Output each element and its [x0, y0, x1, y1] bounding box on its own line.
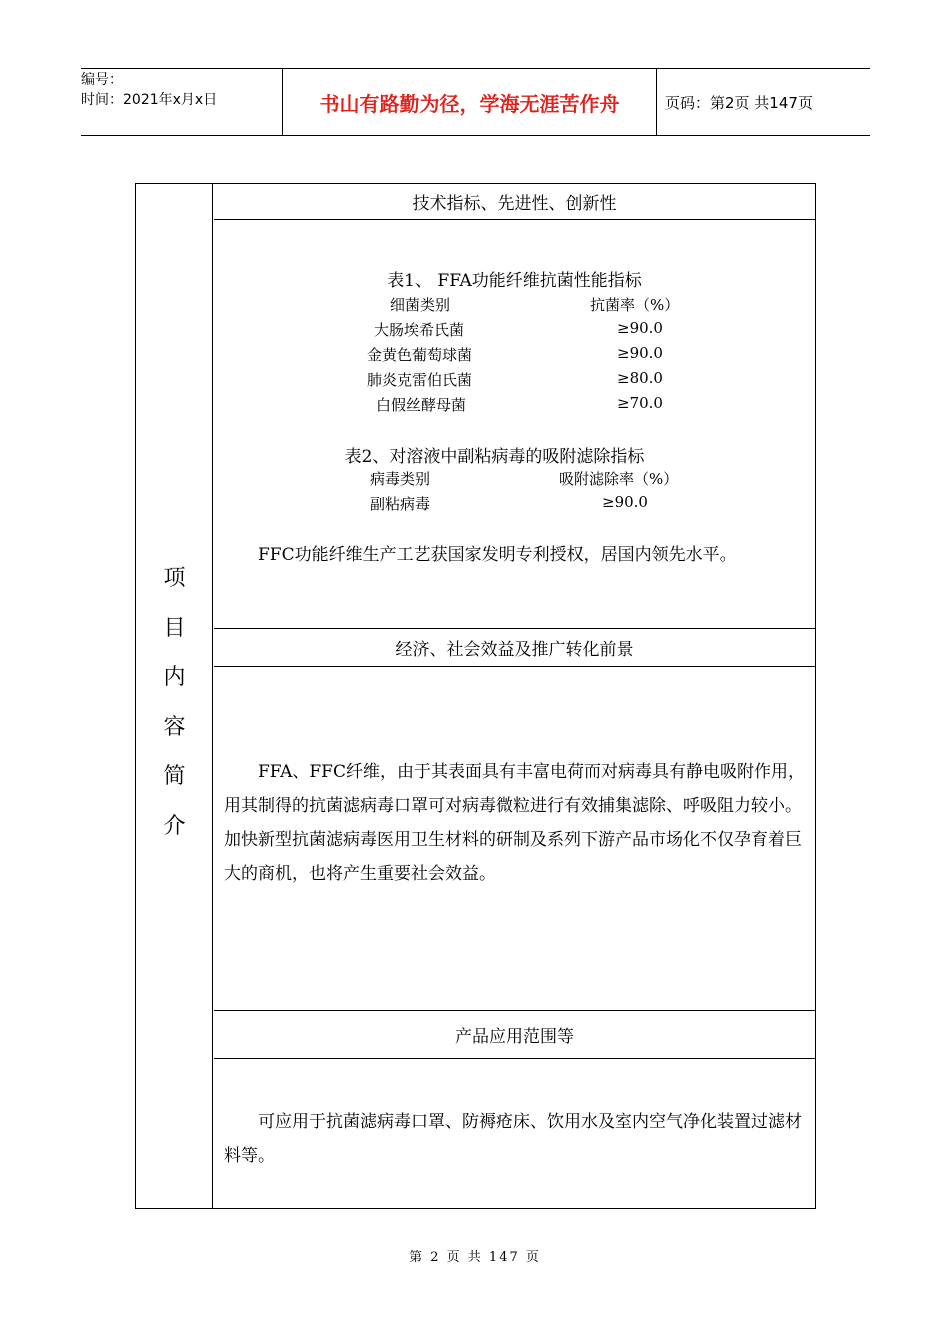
label-char: 目	[163, 615, 186, 641]
table1-row-value: ≥90.0	[617, 344, 663, 362]
table2-title: 表2、对溶液中副粘病毒的吸附滤除指标	[344, 447, 645, 467]
label-char: 简	[163, 764, 186, 789]
table1-row-name: 肺炎克雷伯氏菌	[367, 371, 473, 389]
table1-row-name: 白假丝酵母菌	[376, 396, 467, 414]
label-char: 容	[163, 714, 186, 740]
project-summary-label	[136, 554, 213, 851]
label-char: 介	[163, 813, 186, 839]
header-page-info: 页码：第2页 共147页	[665, 93, 813, 112]
project-table	[135, 183, 816, 1209]
table1-row-name: 大肠埃希氏菌	[374, 321, 465, 339]
table1-col1: 细菌类别	[390, 296, 451, 314]
label-char: 内	[163, 665, 186, 690]
table2-row-value: ≥90.0	[602, 493, 648, 511]
section2-text: FFA、FFC纤维，由于其表面具有丰富电荷而对病毒具有静电吸附作用，用其制得的抗菌滤病毒口罩可对病毒微粒进行有效捕集滤除、呼吸阻力较小。加快新型抗菌滤病毒医用卫生材料的研制及系列下游产品市场化不仅孕育着巨大的商机，也将产生重要社会效益。	[224, 762, 805, 884]
header-divider	[656, 69, 657, 135]
table2-col1: 病毒类别	[370, 470, 431, 488]
table1-row-name: 金黄色葡萄球菌	[367, 346, 473, 364]
header-meta	[81, 69, 282, 135]
table1-row-value: ≥90.0	[617, 319, 663, 337]
section1-body	[214, 220, 815, 629]
section1-heading: 技术指标、先进性、创新性	[214, 184, 815, 220]
table1-col2: 抗菌率（%）	[590, 296, 680, 314]
table1-row-value: ≥70.0	[617, 394, 663, 412]
section3-heading: 产品应用范围等	[214, 1011, 815, 1059]
section1-text: FFC功能纤维生产工艺获国家发明专利授权，居国内领先水平。	[258, 545, 737, 565]
table1-row-value: ≥80.0	[617, 369, 663, 387]
section3-body	[214, 1059, 815, 1208]
header-motto: 书山有路勤为径，学海无涯苦作舟	[319, 91, 620, 116]
left-label-cell	[136, 184, 213, 1208]
section3-text: 可应用于抗菌滤病毒口罩、防褥疮床、饮用水及室内空气净化装置过滤材料等。	[224, 1112, 802, 1166]
label-char: 项	[163, 566, 186, 591]
section2-body	[214, 667, 815, 1011]
table2-col2: 吸附滤除率（%）	[559, 470, 679, 488]
document-header	[81, 68, 870, 136]
section2-heading: 经济、社会效益及推广转化前景	[214, 629, 815, 667]
table1-title: 表1、 FFA功能纤维抗菌性能指标	[387, 271, 642, 291]
doc-number-label: 编号：	[81, 72, 123, 88]
doc-time-label: 时间：2021年x月x日	[81, 92, 218, 108]
page-footer: 第 2 页 共 147 页	[409, 1250, 541, 1265]
table2-row-name: 副粘病毒	[370, 495, 431, 513]
